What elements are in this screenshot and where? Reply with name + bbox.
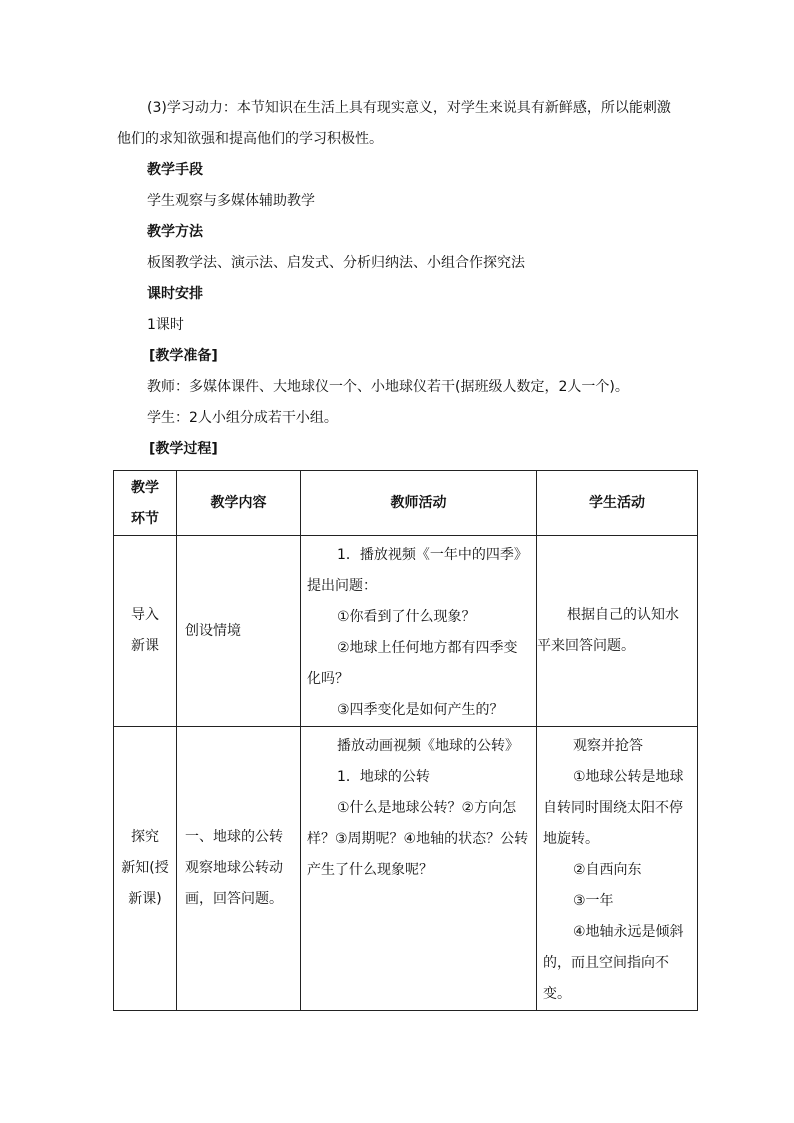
teacher-line: ①你看到了什么现象？ xyxy=(337,609,476,625)
student-line: ②自西向东 xyxy=(573,862,642,878)
content-cell xyxy=(177,536,301,727)
stage-line: 新知(授 xyxy=(121,860,169,876)
schedule-text: 1课时 xyxy=(147,317,184,333)
prep-heading: [教学准备] xyxy=(149,348,218,364)
student-line: 地旋转。 xyxy=(543,831,599,847)
teacher-cell xyxy=(301,536,537,727)
stage-cell xyxy=(114,727,177,1011)
table-header-row xyxy=(114,471,698,536)
header-content: 教学内容 xyxy=(177,471,301,536)
content-line: 观察地球公转动 xyxy=(185,860,283,876)
student-cell xyxy=(537,536,698,727)
lesson-process-table xyxy=(113,470,698,1011)
header-stage xyxy=(114,471,177,536)
student-line: 观察并抢答 xyxy=(573,738,643,754)
teacher-cell xyxy=(301,727,537,1011)
teacher-line: 产生了什么现象呢？ xyxy=(307,862,433,878)
content-cell xyxy=(177,727,301,1011)
stage-line: 新课 xyxy=(131,638,159,654)
teacher-line: 样？③周期呢？④地轴的状态？公转 xyxy=(307,831,529,847)
prep-student: 学生：2人小组分成若干小组。 xyxy=(147,410,338,426)
teacher-line: 播放动画视频《地球的公转》 xyxy=(337,738,519,754)
teacher-line: 提出问题： xyxy=(307,578,377,594)
student-line: ④地轴永远是倾斜 xyxy=(573,924,684,940)
student-line: 自转同时围绕太阳不停 xyxy=(543,800,683,816)
motivation-line-1: (3)学习动力：本节知识在生活上具有现实意义，对学生来说具有新鲜感，所以能刺激 xyxy=(147,100,671,116)
means-text: 学生观察与多媒体辅助教学 xyxy=(147,193,315,209)
header-student: 学生活动 xyxy=(537,471,698,536)
content-line: 创设情境 xyxy=(185,622,241,639)
student-line: 的，而且空间指向不变。 xyxy=(543,955,669,1002)
process-heading: [教学过程] xyxy=(149,441,218,457)
teacher-line: ②地球上任何地方都有四季变 xyxy=(337,640,518,656)
motivation-line-2: 他们的求知欲强和提高他们的学习积极性。 xyxy=(117,131,383,147)
header-stage-line1: 教学 xyxy=(131,480,159,496)
table-row xyxy=(114,727,698,1011)
student-cell xyxy=(537,727,698,1011)
student-line: 根据自己的认知水 xyxy=(567,607,679,623)
stage-line: 导入 xyxy=(131,607,159,623)
student-line: ①地球公转是地球 xyxy=(573,769,684,785)
teacher-line: 1．播放视频《一年中的四季》 xyxy=(337,547,528,563)
teacher-line: 1．地球的公转 xyxy=(337,769,430,785)
content-line: 画，回答问题。 xyxy=(185,891,283,907)
schedule-heading: 课时安排 xyxy=(147,286,203,302)
teacher-line: ①什么是地球公转？②方向怎 xyxy=(337,800,517,816)
means-heading: 教学手段 xyxy=(147,162,203,178)
methods-text: 板图教学法、演示法、启发式、分析归纳法、小组合作探究法 xyxy=(147,255,525,271)
header-teacher: 教师活动 xyxy=(301,471,537,536)
teacher-line: ③四季变化是如何产生的？ xyxy=(337,702,504,718)
stage-line: 新课) xyxy=(128,891,162,907)
stage-cell xyxy=(114,536,177,727)
methods-heading: 教学方法 xyxy=(147,224,203,240)
content-line: 一、地球的公转 xyxy=(185,829,283,845)
prep-teacher: 教师：多媒体课件、大地球仪一个、小地球仪若干(据班级人数定，2人一个)。 xyxy=(147,379,629,395)
stage-line: 探究 xyxy=(131,829,159,845)
teacher-line: 化吗？ xyxy=(307,671,349,687)
student-line: ③一年 xyxy=(573,893,614,909)
student-line: 平来回答问题。 xyxy=(537,638,635,654)
header-stage-line2: 环节 xyxy=(131,511,159,527)
table-row xyxy=(114,536,698,727)
